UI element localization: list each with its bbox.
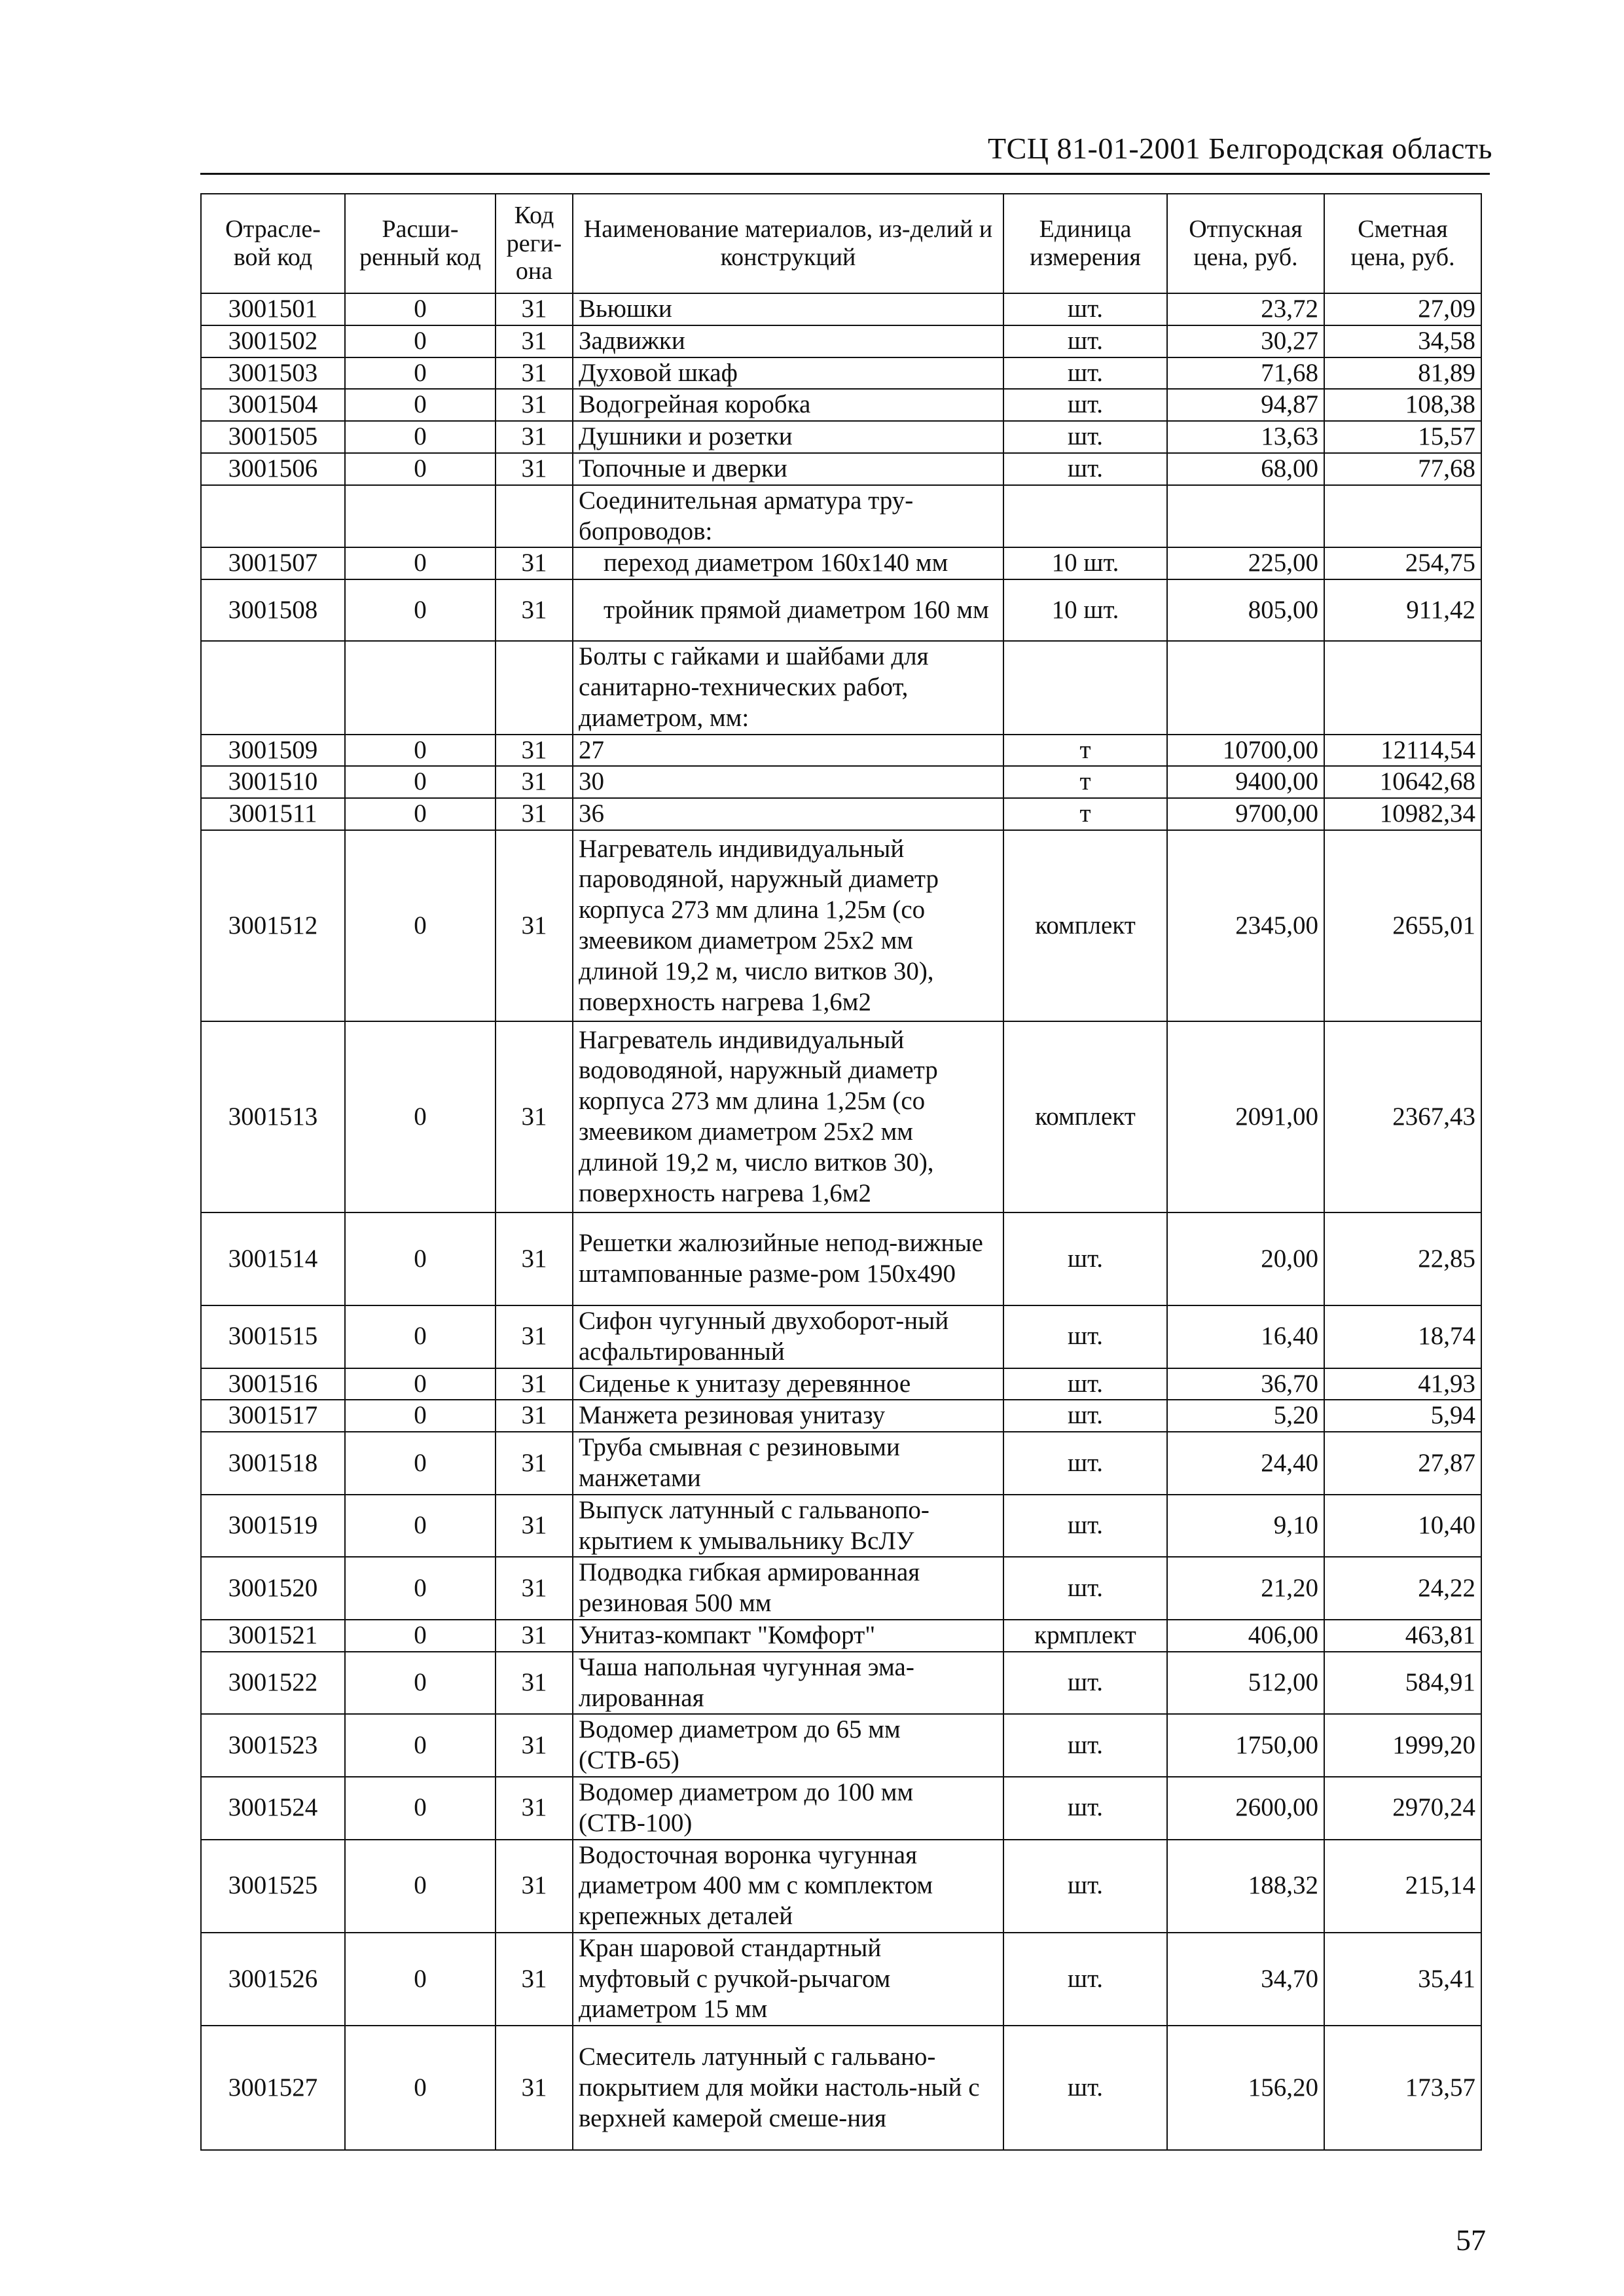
material-name-cell: Духовой шкаф <box>573 357 1003 390</box>
extended-code-cell <box>345 641 496 734</box>
release-price-cell: 188,32 <box>1167 1840 1324 1933</box>
table-row <box>201 579 1481 641</box>
material-name-cell: Вьюшки <box>573 293 1003 325</box>
extended-code-cell: 0 <box>345 293 496 325</box>
release-price-cell: 225,00 <box>1167 547 1324 579</box>
extended-code-cell <box>345 485 496 548</box>
table-row <box>201 1777 1481 1840</box>
estimate-price-cell: 34,58 <box>1324 325 1481 357</box>
release-price-cell: 94,87 <box>1167 389 1324 421</box>
table-row <box>201 798 1481 830</box>
material-name-cell: 27 <box>573 735 1003 767</box>
estimate-price-cell: 2655,01 <box>1324 830 1481 1021</box>
unit-cell: крмплект <box>1003 1620 1167 1652</box>
estimate-price-cell: 254,75 <box>1324 547 1481 579</box>
unit-cell: шт. <box>1003 389 1167 421</box>
estimate-price-cell: 81,89 <box>1324 357 1481 390</box>
table-row <box>201 1495 1481 1558</box>
unit-cell: шт. <box>1003 1432 1167 1495</box>
branch-code-cell: 3001513 <box>201 1021 345 1212</box>
extended-code-cell: 0 <box>345 453 496 485</box>
region-code-cell: 31 <box>496 421 573 453</box>
table-row <box>201 1620 1481 1652</box>
branch-code-cell: 3001508 <box>201 579 345 641</box>
extended-code-cell: 0 <box>345 1620 496 1652</box>
page-number: 57 <box>1456 2223 1486 2257</box>
release-price-cell: 34,70 <box>1167 1933 1324 2026</box>
release-price-cell: 36,70 <box>1167 1368 1324 1400</box>
extended-code-cell: 0 <box>345 798 496 830</box>
table-row <box>201 1933 1481 2026</box>
release-price-cell: 406,00 <box>1167 1620 1324 1652</box>
table-row <box>201 1714 1481 1777</box>
unit-cell: шт. <box>1003 325 1167 357</box>
branch-code-cell: 3001522 <box>201 1652 345 1715</box>
release-price-cell: 1750,00 <box>1167 1714 1324 1777</box>
table-header-row <box>201 194 1481 293</box>
table-row <box>201 1400 1481 1432</box>
material-name-cell: 30 <box>573 766 1003 798</box>
release-price-cell: 71,68 <box>1167 357 1324 390</box>
estimate-price-cell: 12114,54 <box>1324 735 1481 767</box>
release-price-cell: 156,20 <box>1167 2026 1324 2150</box>
material-name-cell: Решетки жалюзийные непод-вижные штампованные разме-ром 150х490 <box>573 1212 1003 1305</box>
material-name-cell: Водомер диаметром до 65 мм (СТВ-65) <box>573 1714 1003 1777</box>
table-row <box>201 1368 1481 1400</box>
extended-code-cell: 0 <box>345 579 496 641</box>
release-price-cell: 5,20 <box>1167 1400 1324 1432</box>
branch-code-cell: 3001520 <box>201 1557 345 1620</box>
material-name-cell: Подводка гибкая армированная резиновая 500 мм <box>573 1557 1003 1620</box>
table-row <box>201 1840 1481 1933</box>
estimate-price-cell: 77,68 <box>1324 453 1481 485</box>
extended-code-cell: 0 <box>345 1777 496 1840</box>
table-row <box>201 421 1481 453</box>
estimate-price-cell: 41,93 <box>1324 1368 1481 1400</box>
region-code-cell: 31 <box>496 1840 573 1933</box>
release-price-cell: 512,00 <box>1167 1652 1324 1715</box>
estimate-price-cell: 10,40 <box>1324 1495 1481 1558</box>
table-row <box>201 2026 1481 2150</box>
extended-code-cell: 0 <box>345 1495 496 1558</box>
table-row <box>201 389 1481 421</box>
unit-cell: т <box>1003 735 1167 767</box>
unit-cell: шт. <box>1003 2026 1167 2150</box>
extended-code-cell: 0 <box>345 1714 496 1777</box>
material-name-cell: Водосточная воронка чугунная диаметром 400 мм с комплектом крепежных деталей <box>573 1840 1003 1933</box>
release-price-cell: 21,20 <box>1167 1557 1324 1620</box>
release-price-cell: 16,40 <box>1167 1305 1324 1368</box>
material-name-cell: Чаша напольная чугунная эма-лированная <box>573 1652 1003 1715</box>
estimate-price-cell: 22,85 <box>1324 1212 1481 1305</box>
estimate-price-cell: 2367,43 <box>1324 1021 1481 1212</box>
branch-code-cell: 3001527 <box>201 2026 345 2150</box>
unit-cell: шт. <box>1003 1400 1167 1432</box>
material-name-cell: Сифон чугунный двухоборот-ный асфальтированный <box>573 1305 1003 1368</box>
unit-cell: шт. <box>1003 1777 1167 1840</box>
branch-code-cell: 3001521 <box>201 1620 345 1652</box>
region-code-cell: 31 <box>496 1212 573 1305</box>
region-code-cell: 31 <box>496 1400 573 1432</box>
extended-code-cell: 0 <box>345 357 496 390</box>
unit-cell: шт. <box>1003 421 1167 453</box>
extended-code-cell: 0 <box>345 766 496 798</box>
table-row <box>201 1305 1481 1368</box>
estimate-price-cell: 15,57 <box>1324 421 1481 453</box>
table-row <box>201 1432 1481 1495</box>
release-price-cell: 2091,00 <box>1167 1021 1324 1212</box>
region-code-cell: 31 <box>496 1933 573 2026</box>
release-price-cell <box>1167 485 1324 548</box>
unit-cell <box>1003 485 1167 548</box>
release-price-cell: 24,40 <box>1167 1432 1324 1495</box>
extended-code-cell: 0 <box>345 1557 496 1620</box>
extended-code-cell: 0 <box>345 1305 496 1368</box>
extended-code-cell: 0 <box>345 2026 496 2150</box>
estimate-price-cell: 27,09 <box>1324 293 1481 325</box>
estimate-price-cell: 5,94 <box>1324 1400 1481 1432</box>
release-price-cell: 2345,00 <box>1167 830 1324 1021</box>
region-code-cell: 31 <box>496 1021 573 1212</box>
unit-cell: 10 шт. <box>1003 547 1167 579</box>
estimate-price-cell: 2970,24 <box>1324 1777 1481 1840</box>
table-row <box>201 1557 1481 1620</box>
material-name-cell: Задвижки <box>573 325 1003 357</box>
region-code-cell: 31 <box>496 389 573 421</box>
unit-cell: шт. <box>1003 1495 1167 1558</box>
region-code-cell: 31 <box>496 1495 573 1558</box>
material-name-cell: Смеситель латунный с гальвано-покрытием для мойки настоль-ный с верхней камерой смеше-ния <box>573 2026 1003 2150</box>
branch-code-cell: 3001504 <box>201 389 345 421</box>
table-row <box>201 1021 1481 1212</box>
region-code-cell: 31 <box>496 579 573 641</box>
material-name-cell: тройник прямой диаметром 160 мм <box>573 579 1003 641</box>
estimate-price-cell: 10642,68 <box>1324 766 1481 798</box>
branch-code-cell: 3001509 <box>201 735 345 767</box>
estimate-price-cell: 108,38 <box>1324 389 1481 421</box>
material-name-cell: Нагреватель индивидуальный пароводяной, наружный диаметр корпуса 273 мм длина 1,25м (со змеевиком диаметром 25х2 мм длиной 19,2 м, число витков 30), поверхность нагрева 1,6м2 <box>573 830 1003 1021</box>
material-name-cell: Манжета резиновая унитазу <box>573 1400 1003 1432</box>
header-rule <box>200 173 1490 175</box>
estimate-price-cell: 463,81 <box>1324 1620 1481 1652</box>
release-price-cell: 9700,00 <box>1167 798 1324 830</box>
branch-code-cell: 3001526 <box>201 1933 345 2026</box>
extended-code-cell: 0 <box>345 1933 496 2026</box>
extended-code-cell: 0 <box>345 325 496 357</box>
region-code-cell: 31 <box>496 325 573 357</box>
extended-code-cell: 0 <box>345 735 496 767</box>
branch-code-cell <box>201 641 345 734</box>
region-code-cell: 31 <box>496 735 573 767</box>
column-header-estimate-price: Сметная цена, руб. <box>1324 194 1481 293</box>
extended-code-cell: 0 <box>345 1840 496 1933</box>
estimate-price-cell: 10982,34 <box>1324 798 1481 830</box>
estimate-price-cell: 215,14 <box>1324 1840 1481 1933</box>
unit-cell: шт. <box>1003 1557 1167 1620</box>
material-name-cell: Нагреватель индивидуальный водоводяной, наружный диаметр корпуса 273 мм длина 1,25м (со змеевиком диаметром 25х2 мм длиной 19,2 м, число витков 30), поверхность нагрева 1,6м2 <box>573 1021 1003 1212</box>
material-name-cell: Водогрейная коробка <box>573 389 1003 421</box>
table-row <box>201 325 1481 357</box>
region-code-cell: 31 <box>496 1777 573 1840</box>
estimate-price-cell: 911,42 <box>1324 579 1481 641</box>
estimate-price-cell: 35,41 <box>1324 1933 1481 2026</box>
column-header-extended-code: Расши-ренный код <box>345 194 496 293</box>
material-name-cell: Унитаз-компакт "Комфорт" <box>573 1620 1003 1652</box>
branch-code-cell: 3001507 <box>201 547 345 579</box>
material-name-cell: Кран шаровой стандартный муфтовый с ручкой-рычагом диаметром 15 мм <box>573 1933 1003 2026</box>
table-row <box>201 735 1481 767</box>
unit-cell: т <box>1003 766 1167 798</box>
branch-code-cell: 3001506 <box>201 453 345 485</box>
table-row <box>201 453 1481 485</box>
branch-code-cell: 3001514 <box>201 1212 345 1305</box>
material-name-cell: переход диаметром 160х140 мм <box>573 547 1003 579</box>
extended-code-cell: 0 <box>345 1432 496 1495</box>
table-row <box>201 1652 1481 1715</box>
material-name-cell: Труба смывная с резиновыми манжетами <box>573 1432 1003 1495</box>
region-code-cell: 31 <box>496 357 573 390</box>
estimate-price-cell: 173,57 <box>1324 2026 1481 2150</box>
unit-cell: шт. <box>1003 357 1167 390</box>
estimate-price-cell <box>1324 485 1481 548</box>
release-price-cell: 13,63 <box>1167 421 1324 453</box>
material-name-cell: Сиденье к унитазу деревянное <box>573 1368 1003 1400</box>
material-name-cell: 36 <box>573 798 1003 830</box>
extended-code-cell: 0 <box>345 830 496 1021</box>
unit-cell: комплект <box>1003 1021 1167 1212</box>
page-header-title: ТСЦ 81-01-2001 Белгородская область <box>988 132 1492 165</box>
unit-cell: шт. <box>1003 1840 1167 1933</box>
column-header-unit: Единица измерения <box>1003 194 1167 293</box>
table-row <box>201 830 1481 1021</box>
table-row-group-heading <box>201 641 1481 734</box>
branch-code-cell: 3001512 <box>201 830 345 1021</box>
unit-cell: шт. <box>1003 1305 1167 1368</box>
region-code-cell: 31 <box>496 1652 573 1715</box>
branch-code-cell: 3001524 <box>201 1777 345 1840</box>
extended-code-cell: 0 <box>345 1212 496 1305</box>
branch-code-cell: 3001510 <box>201 766 345 798</box>
region-code-cell <box>496 641 573 734</box>
region-code-cell: 31 <box>496 547 573 579</box>
extended-code-cell: 0 <box>345 1400 496 1432</box>
column-header-branch-code: Отрасле-вой код <box>201 194 345 293</box>
branch-code-cell: 3001511 <box>201 798 345 830</box>
branch-code-cell: 3001516 <box>201 1368 345 1400</box>
extended-code-cell: 0 <box>345 389 496 421</box>
release-price-cell: 9400,00 <box>1167 766 1324 798</box>
table-row <box>201 766 1481 798</box>
table-row-group-heading <box>201 485 1481 548</box>
region-code-cell: 31 <box>496 766 573 798</box>
branch-code-cell: 3001505 <box>201 421 345 453</box>
release-price-cell: 20,00 <box>1167 1212 1324 1305</box>
release-price-cell: 68,00 <box>1167 453 1324 485</box>
material-name-cell: Водомер диаметром до 100 мм (СТВ-100) <box>573 1777 1003 1840</box>
region-code-cell: 31 <box>496 453 573 485</box>
branch-code-cell: 3001515 <box>201 1305 345 1368</box>
release-price-cell: 23,72 <box>1167 293 1324 325</box>
branch-code-cell: 3001523 <box>201 1714 345 1777</box>
region-code-cell: 31 <box>496 1557 573 1620</box>
unit-cell <box>1003 641 1167 734</box>
estimate-price-cell: 24,22 <box>1324 1557 1481 1620</box>
region-code-cell: 31 <box>496 1432 573 1495</box>
unit-cell: шт. <box>1003 1368 1167 1400</box>
release-price-cell <box>1167 641 1324 734</box>
estimate-price-cell: 584,91 <box>1324 1652 1481 1715</box>
branch-code-cell: 3001518 <box>201 1432 345 1495</box>
region-code-cell: 31 <box>496 2026 573 2150</box>
release-price-cell: 805,00 <box>1167 579 1324 641</box>
region-code-cell: 31 <box>496 1620 573 1652</box>
material-name-cell: Болты с гайками и шайбами для санитарно-технических работ, диаметром, мм: <box>573 641 1003 734</box>
unit-cell: комплект <box>1003 830 1167 1021</box>
extended-code-cell: 0 <box>345 547 496 579</box>
price-table <box>200 193 1482 2151</box>
release-price-cell: 30,27 <box>1167 325 1324 357</box>
branch-code-cell: 3001501 <box>201 293 345 325</box>
estimate-price-cell <box>1324 641 1481 734</box>
unit-cell: шт. <box>1003 1652 1167 1715</box>
region-code-cell: 31 <box>496 830 573 1021</box>
column-header-material-name: Наименование материалов, из-делий и конструкций <box>573 194 1003 293</box>
extended-code-cell: 0 <box>345 1368 496 1400</box>
unit-cell: шт. <box>1003 293 1167 325</box>
material-name-cell: Топочные и дверки <box>573 453 1003 485</box>
table-row <box>201 293 1481 325</box>
branch-code-cell <box>201 485 345 548</box>
estimate-price-cell: 18,74 <box>1324 1305 1481 1368</box>
unit-cell: шт. <box>1003 1212 1167 1305</box>
estimate-price-cell: 1999,20 <box>1324 1714 1481 1777</box>
table-row <box>201 357 1481 390</box>
extended-code-cell: 0 <box>345 1021 496 1212</box>
material-name-cell: Выпуск латунный с гальванопо-крытием к умывальнику ВсЛУ <box>573 1495 1003 1558</box>
region-code-cell: 31 <box>496 798 573 830</box>
branch-code-cell: 3001517 <box>201 1400 345 1432</box>
unit-cell: шт. <box>1003 453 1167 485</box>
extended-code-cell: 0 <box>345 1652 496 1715</box>
material-name-cell: Душники и розетки <box>573 421 1003 453</box>
branch-code-cell: 3001525 <box>201 1840 345 1933</box>
unit-cell: 10 шт. <box>1003 579 1167 641</box>
branch-code-cell: 3001502 <box>201 325 345 357</box>
unit-cell: т <box>1003 798 1167 830</box>
region-code-cell: 31 <box>496 1305 573 1368</box>
table-row <box>201 1212 1481 1305</box>
column-header-region-code: Код реги-она <box>496 194 573 293</box>
unit-cell: шт. <box>1003 1714 1167 1777</box>
extended-code-cell: 0 <box>345 421 496 453</box>
region-code-cell: 31 <box>496 1368 573 1400</box>
region-code-cell: 31 <box>496 293 573 325</box>
region-code-cell: 31 <box>496 1714 573 1777</box>
table-row <box>201 547 1481 579</box>
branch-code-cell: 3001519 <box>201 1495 345 1558</box>
release-price-cell: 2600,00 <box>1167 1777 1324 1840</box>
material-name-cell: Соединительная арматура тру-бопроводов: <box>573 485 1003 548</box>
column-header-release-price: Отпускная цена, руб. <box>1167 194 1324 293</box>
unit-cell: шт. <box>1003 1933 1167 2026</box>
release-price-cell: 9,10 <box>1167 1495 1324 1558</box>
release-price-cell: 10700,00 <box>1167 735 1324 767</box>
estimate-price-cell: 27,87 <box>1324 1432 1481 1495</box>
branch-code-cell: 3001503 <box>201 357 345 390</box>
region-code-cell <box>496 485 573 548</box>
